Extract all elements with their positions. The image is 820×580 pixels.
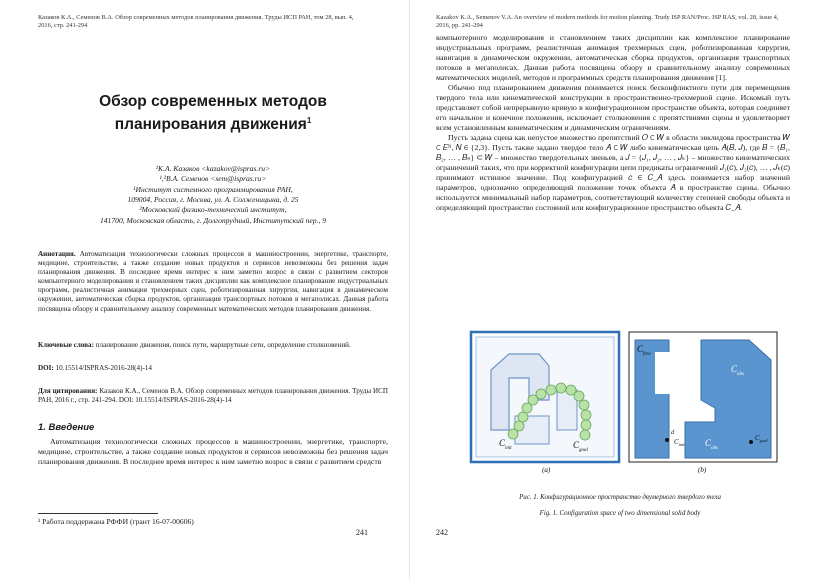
c-init-label: $C_{init}$: [499, 438, 512, 451]
abstract-text: Автоматизация технологически сложных процессов в машиностроении, энергетике, транспорте, медицине, строительстве, а также создание новых продуктов и сервисов невозможны без решения задач планирования движения. В последнее время интерес к ним заметно возрос в связи с развитием секторов компьютерного моделирования и становлением таких дисциплин как комплексное планирование индустриальных программ, реалистичная анимация трехмерных сцен, роботизированная хирургия, навигация в динамическом окружении, автоматическая сборка продуктов, организация транспортных потоков в мегаполисах. Данная работа посвящена обзору и сравнительному анализу современных математических методов планирования движения.: [38, 249, 388, 313]
citation: [38, 387, 388, 405]
d-label: d: [671, 429, 675, 436]
author-2: ¹,²В.А. Семенов <sem@ispras.ru>: [159, 174, 267, 184]
figure-panel-b: [629, 332, 777, 474]
keywords-text: планирование движения, поиск пути, маршрутные сети, определение столкновений.: [93, 340, 351, 349]
footnote-rule: [38, 513, 158, 514]
c-free-label: $C_{free}$: [637, 344, 651, 357]
c-free-pocket: [655, 352, 695, 394]
configuration-space-figure: [469, 330, 779, 474]
doi-label: DOI:: [38, 363, 54, 372]
affiliation-1: ¹Институт системного программирования РАН,: [133, 184, 293, 194]
affiliation-1-address: 109004, Россия, г. Москва, ул. А. Солженицына, д. 25: [127, 195, 299, 205]
affiliation-2: ²Московский физико-технический институт,: [139, 205, 287, 215]
abstract: [38, 250, 388, 314]
title-footnote-mark: 1: [306, 116, 312, 125]
panel-a-label: (a): [542, 466, 551, 474]
paragraph-2: Обычно под планированием движения понимается поиск бесконфликтного пути для перемещения твердого тела или кинематической конструкции в пространственно-трехмерной сцене. Искомый путь представляет собой непрерывную кривую в конфигурационном пространстве объекта, которая соединяет его начальное и конечное положения, исключает столкновения с препятствиями сцены и удовлетворяет всем установленным кинематическим и динамическим ограничениям.: [436, 83, 790, 132]
c-init-point: [665, 438, 669, 442]
doi-text: 10.15514/ISPRAS-2016-28(4)-14: [53, 363, 152, 372]
c-goal-point: [749, 440, 753, 444]
affiliation-2-address: 141700, Московская область, г. Долгопрудный, Институтский пер., 9: [99, 215, 327, 225]
c-goal-label-b: $C_{goal}$: [755, 434, 768, 443]
author-1: ¹К.А. Казаков <kazakov@ispras.ru>: [155, 164, 271, 174]
running-header-left: Казаков К.А., Семенов В.А. Обзор современных методов планирования движения. Труды ИСП РАН, том 28, вып. 4, 2016, стр. 241-294: [38, 14, 354, 29]
section-heading: 1. Введение: [38, 421, 95, 433]
right-page: [410, 0, 820, 580]
panel-b-label: (b): [698, 466, 707, 474]
paragraph-1: компьютерного моделирования и становлением таких дисциплин как комплексное планирование индустриальных программ, реалистичная анимация трехмерных сцен, роботизированная хирургия, навигация в динамическом окружении, автоматическая сборка продуктов, организация транспортных потоков в мегаполисах. Данная работа посвящена обзору и сравнительному анализу современных математических моделей, методов и программных средств планирования движения [1].: [436, 33, 790, 82]
footnote: ¹ Работа поддержана РФФИ (грант 16-07-00606): [38, 517, 194, 526]
paper-title: [38, 92, 388, 134]
author-block: [38, 164, 388, 226]
running-header-right: Kazakov K.A., Semenov V.A. An overview of modern methods for motion planning. Trudy ISP RAN/Proc. ISP RAS, vol. 28, issue 4, 2016, pp. 241-294: [436, 14, 779, 29]
keywords: [38, 341, 388, 350]
figure-caption-en: Fig. 1. Configuration space of two dimensional solid body: [539, 510, 701, 517]
intro-paragraph: Автоматизация технологически сложных процессов в машиностроении, энергетике, транспорте, медицине, строительстве, а также создание новых продуктов и сервисов невозможны без решения задач планирования движения. В последнее время интерес к ним заметно возрос в связи с развитием средств: [38, 436, 388, 466]
title-line-2: планирования движения: [114, 116, 307, 134]
paragraph-3: Пусть задана сцена как непустое множество препятствий 𝑂 ⊂ 𝑊 в области эвклидова пространства 𝑊 ⊂ 𝐸ᴺ, 𝑁 ∈ {2,3}. Пусть также задано твердое тело 𝐴 ⊂ 𝑊 либо кинематическая цепь 𝐴(𝐵, 𝐽), где 𝐵 = {𝐵₁, 𝐵₂, … , 𝐵ₙ} ⊂ 𝑊 – множество твердотельных звеньев, а 𝐽 = {𝐽₁, 𝐽₂, … , 𝐽ₖ} – множество кинематических ограничений таких, что при корректной конфигурации цепи предикаты ограничений 𝐽₁(𝑐), 𝐽₂(𝑐), … , 𝐽ₖ(𝑐) принимают истинное значение. Под конфигурацией 𝑐 ∈ 𝐶_𝐴 здесь понимается набор значений параметров, однозначно определяющий положение точек объекта 𝐴 в пространстве сцены. Обычно используется минимальный набор параметров, соответствующий количеству степеней свободы объекта и определяющий пространство состояний или конфигурационное пространство объекта 𝐶_𝐴.: [436, 133, 790, 212]
title-line-1: Обзор современных методов: [99, 93, 327, 110]
abstract-label: Аннотация.: [38, 249, 76, 258]
c-obs-label-1: $C_{obs}$: [731, 364, 744, 377]
figure-caption-ru: Рис. 1. Конфигурационное пространство двумерного твердого тела: [519, 494, 721, 501]
cite-text: Казаков К.А., Семенов В.А. Обзор современных методов планирования движения. Труды ИСП РАН, 2016 г., стр. 241-294. DOI: 10.15514/ISPRAS-2016-28(4)-14: [38, 386, 388, 404]
cite-label: Для цитирования:: [38, 386, 98, 395]
c-init-label-b: $C_{init}$: [674, 438, 685, 447]
doi: [38, 364, 388, 373]
c-goal-label-a: $C_{goal}$: [573, 440, 588, 453]
figure-panel-a: [471, 332, 619, 474]
c-obs-label-2: $C_{obs}$: [705, 438, 718, 451]
page-number-left: 241: [356, 528, 368, 537]
keywords-label: Ключевые слова:: [38, 340, 94, 349]
page-number-right: 242: [436, 528, 448, 537]
